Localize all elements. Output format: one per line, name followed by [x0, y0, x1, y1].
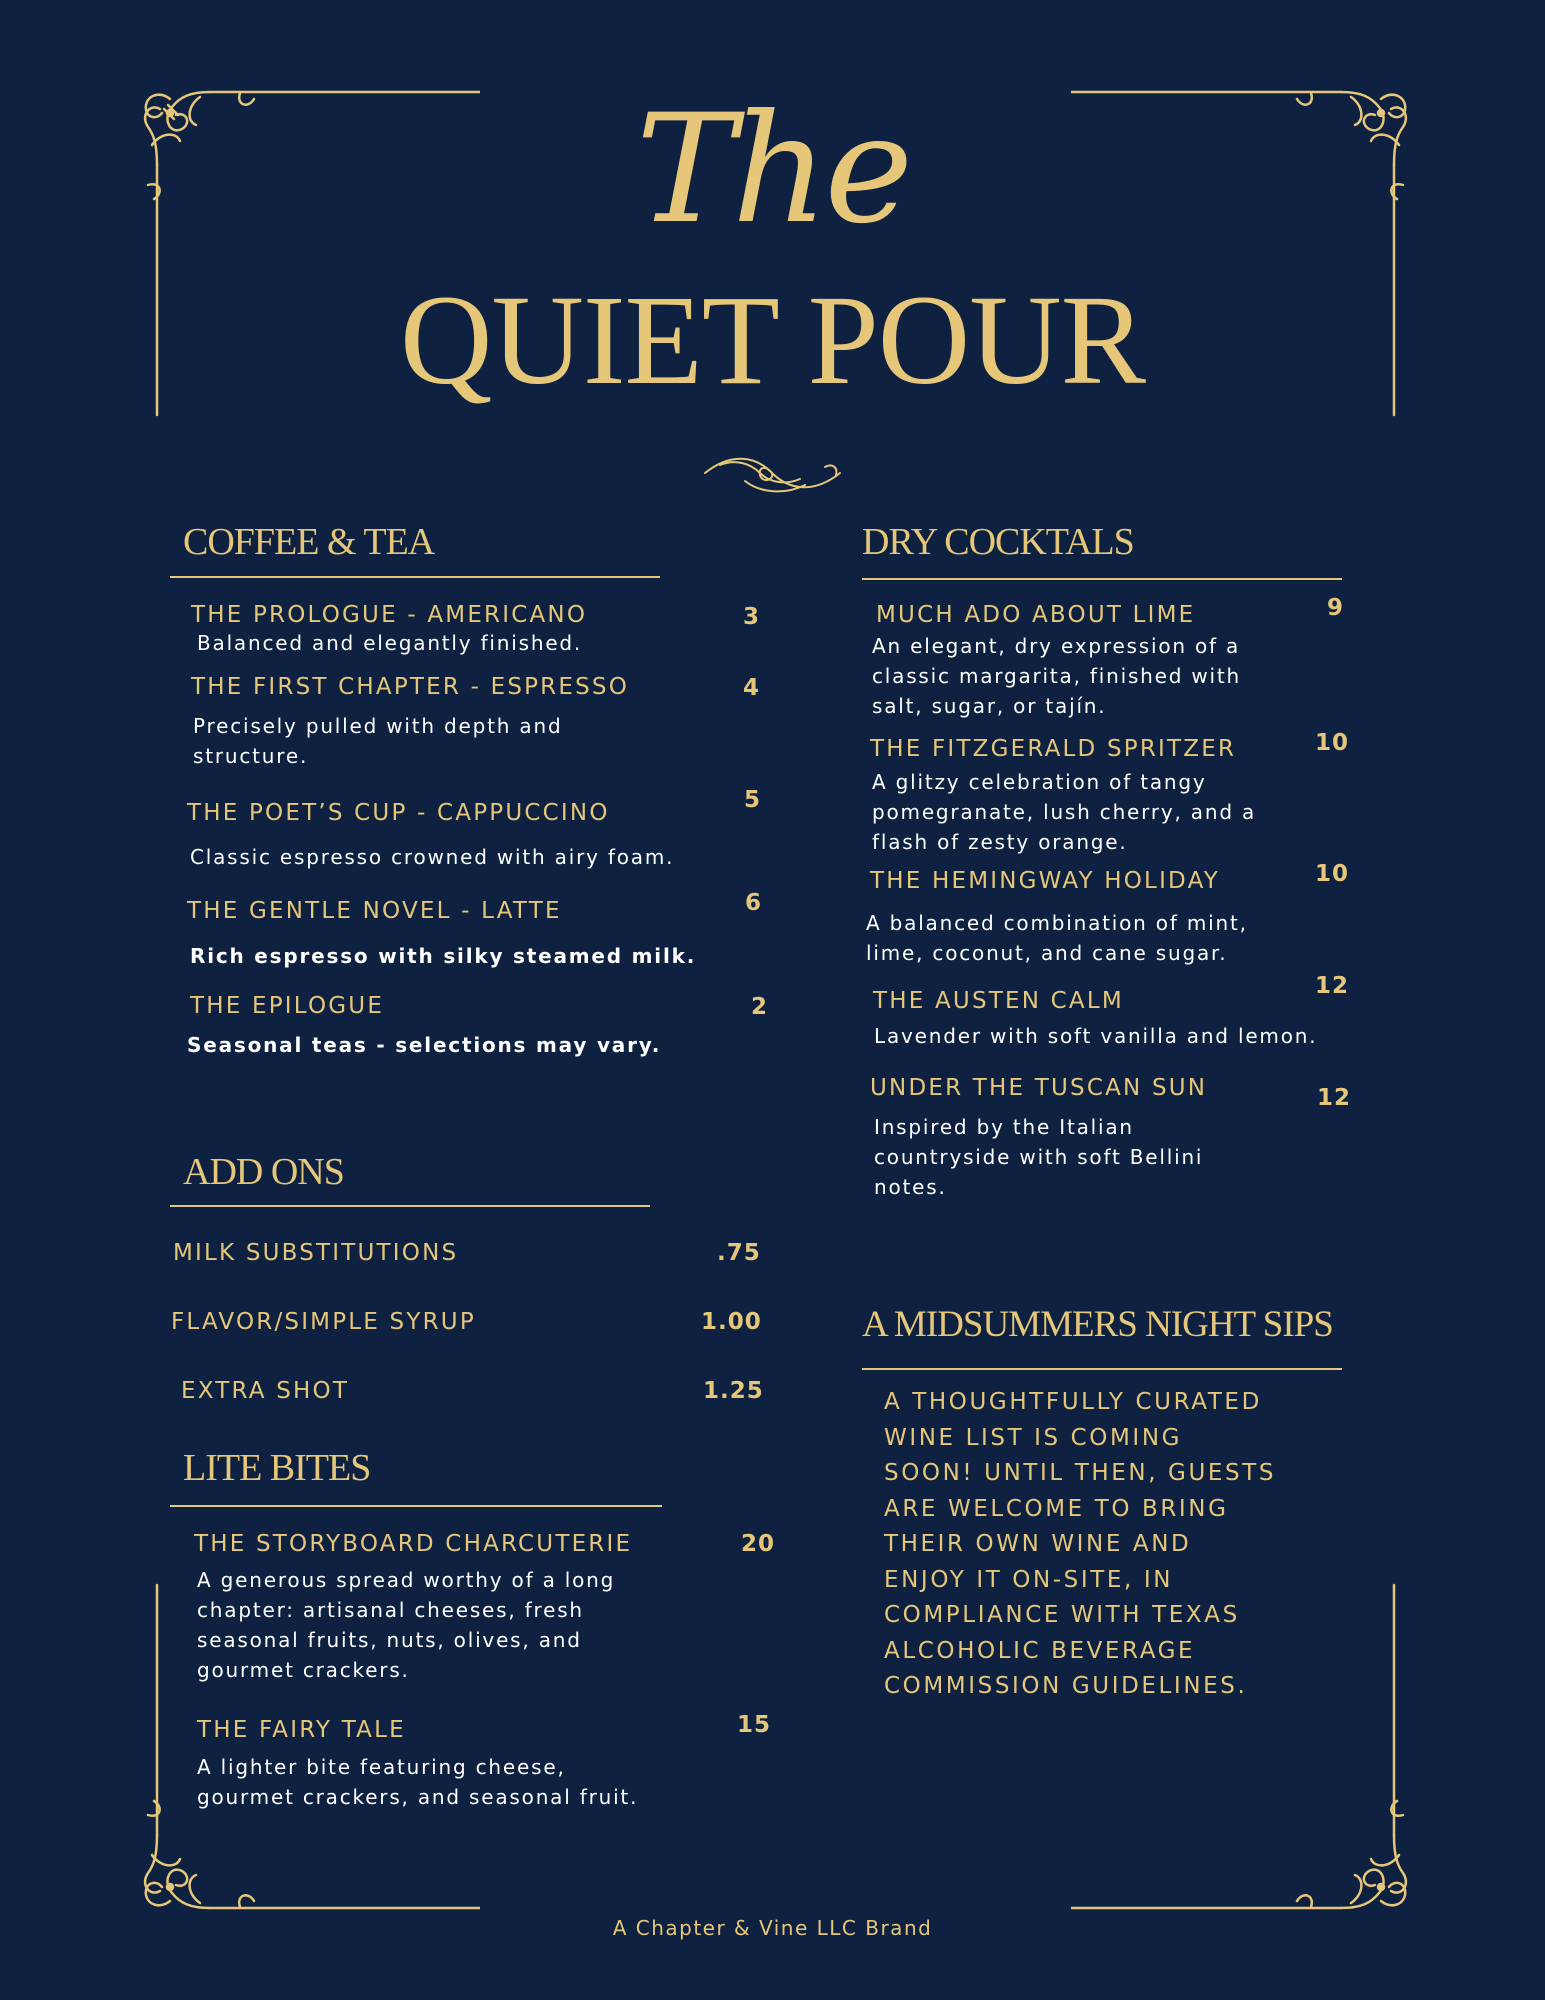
- menu-item-price: 6: [745, 890, 763, 916]
- menu-item-price: 10: [1315, 861, 1350, 887]
- menu-item-name: THE AUSTEN CALM: [873, 988, 1124, 1014]
- menu-item-desc: Inspired by the Italian countryside with soft Bellini notes.: [874, 1115, 1204, 1199]
- section-heading-midsummers: A MIDSUMMERS NIGHT SIPS: [862, 1304, 1333, 1345]
- section-rule: [170, 1205, 650, 1207]
- section-heading-dry-cocktails: DRY COCKTALS: [862, 521, 1134, 563]
- section-rule: [170, 1505, 662, 1507]
- menu-item-name: THE HEMINGWAY HOLIDAY: [870, 868, 1220, 894]
- menu-item-price: 12: [1315, 973, 1350, 999]
- wine-notice: A THOUGHTFULLY CURATED WINE LIST IS COMING SOON! UNTIL THEN, GUESTS ARE WELCOME TO BRING THEIR OWN WINE AND ENJOY IT ON-SITE, IN COMPLIANCE WITH TEXAS ALCOHOLIC BEVERAGE COMMISSION GUIDELINES.: [884, 1389, 1277, 1699]
- addon-name: EXTRA SHOT: [181, 1378, 350, 1404]
- menu-item-desc: A lighter bite featuring cheese, gourmet crackers, and seasonal fruit.: [197, 1755, 639, 1809]
- menu-item-price: 4: [743, 675, 761, 701]
- addon-name: MILK SUBSTITUTIONS: [173, 1240, 459, 1266]
- section-heading-coffee-tea: COFFEE & TEA: [183, 521, 435, 563]
- menu-item-price: 3: [743, 604, 761, 630]
- menu-item-desc: Precisely pulled with depth and structure.: [193, 714, 563, 768]
- menu-item-desc: Seasonal teas - selections may vary.: [187, 1033, 662, 1057]
- flourish-icon: [700, 445, 845, 500]
- title-script: The: [635, 83, 910, 257]
- menu-item-name: MUCH ADO ABOUT LIME: [876, 602, 1196, 628]
- menu-item-name: THE FITZGERALD SPRITZER: [870, 736, 1237, 762]
- menu-item-price: 10: [1315, 730, 1350, 756]
- menu-item-price: 5: [744, 787, 762, 813]
- menu-item-desc: Rich espresso with silky steamed milk.: [190, 944, 697, 968]
- menu-item-desc: A glitzy celebration of tangy pomegranate, lush cherry, and a flash of zesty orange.: [872, 770, 1257, 854]
- menu-item-desc: A balanced combination of mint, lime, coconut, and cane sugar.: [866, 911, 1248, 965]
- menu-item-desc: Balanced and elegantly finished.: [197, 631, 583, 655]
- menu-item-price: 2: [751, 994, 769, 1020]
- menu-item-price: 15: [737, 1712, 772, 1738]
- menu-item-name: THE FAIRY TALE: [197, 1717, 406, 1743]
- menu-item-desc: Classic espresso crowned with airy foam.: [190, 845, 675, 869]
- menu-item-price: 20: [741, 1531, 776, 1557]
- menu-item-name: THE FIRST CHAPTER - ESPRESSO: [191, 674, 630, 700]
- addon-price: 1.25: [703, 1378, 764, 1404]
- menu-item-name: UNDER THE TUSCAN SUN: [870, 1075, 1208, 1101]
- menu-item-price: 12: [1317, 1085, 1352, 1111]
- footer-brand: A Chapter & Vine LLC Brand: [612, 1916, 933, 1940]
- section-heading-add-ons: ADD ONS: [183, 1151, 344, 1193]
- addon-price: 1.00: [701, 1309, 762, 1335]
- menu-item-name: THE GENTLE NOVEL - LATTE: [187, 898, 562, 924]
- menu-item-desc: A generous spread worthy of a long chapter: artisanal cheeses, fresh seasonal fruits, nuts, olives, and gourmet crackers.: [197, 1568, 616, 1682]
- menu-item-price: 9: [1327, 595, 1345, 621]
- section-rule: [170, 576, 660, 578]
- section-rule: [862, 1368, 1342, 1370]
- menu-item-name: THE STORYBOARD CHARCUTERIE: [194, 1531, 633, 1557]
- addon-name: FLAVOR/SIMPLE SYRUP: [171, 1309, 476, 1335]
- menu-item-name: THE EPILOGUE: [190, 993, 385, 1019]
- menu-item-name: THE POET’S CUP - CAPPUCCINO: [187, 800, 610, 826]
- section-rule: [862, 578, 1342, 580]
- menu-item-name: THE PROLOGUE - AMERICANO: [191, 602, 588, 628]
- section-heading-lite-bites: LITE BITES: [183, 1447, 371, 1489]
- addon-price: .75: [717, 1240, 761, 1266]
- menu-item-desc: Lavender with soft vanilla and lemon.: [874, 1024, 1318, 1048]
- page-title: QUIET POUR: [400, 269, 1145, 411]
- menu-item-desc: An elegant, dry expression of a classic margarita, finished with salt, sugar, or tajín.: [872, 634, 1242, 718]
